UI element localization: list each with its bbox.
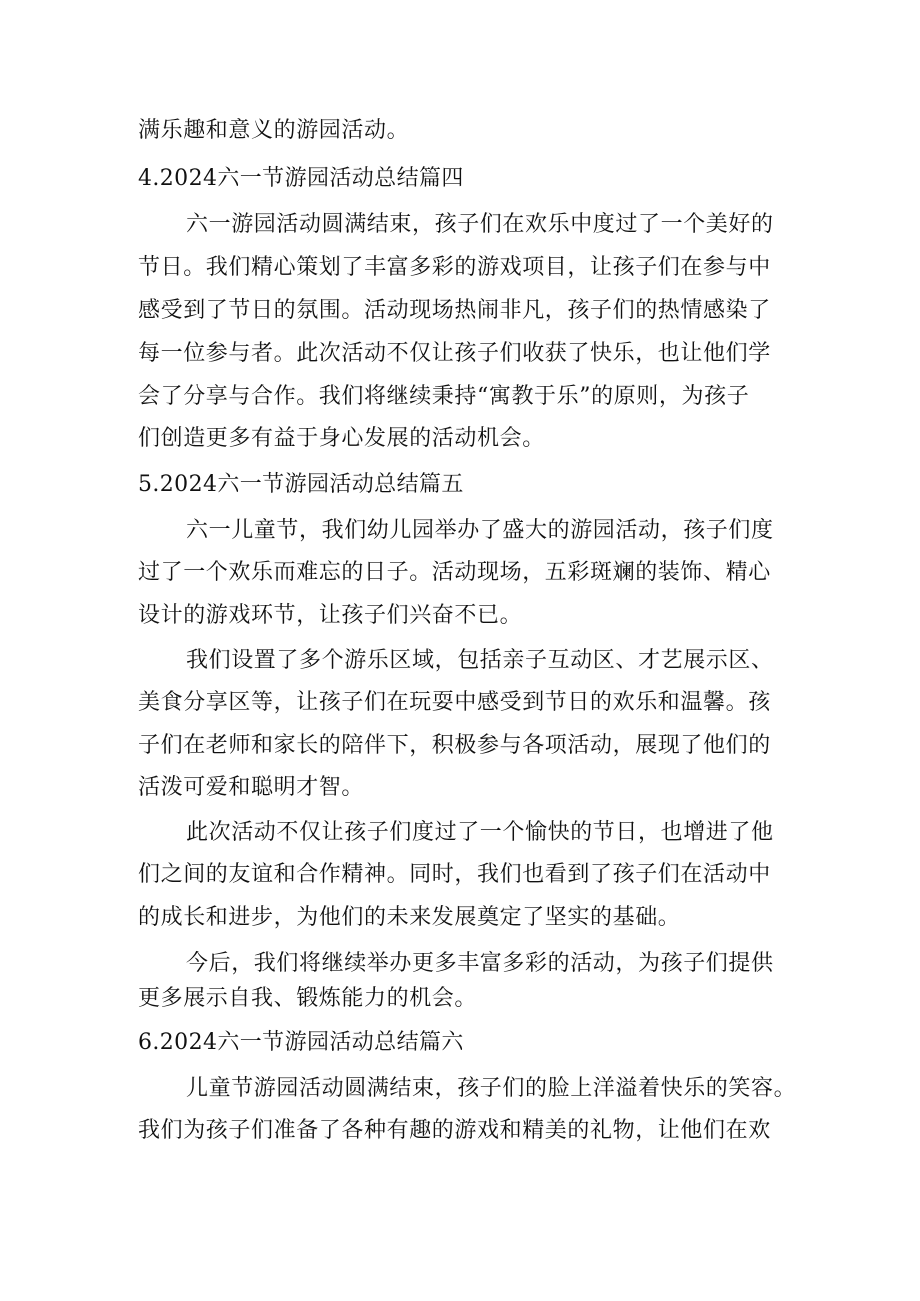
paragraph-line: 设计的游戏环节，让孩子们兴奋不已。 xyxy=(138,603,523,628)
paragraph-line: 此次活动不仅让孩子们度过了一个愉快的节日，也增进了他 xyxy=(186,820,774,845)
paragraph-line: 活泼可爱和聪明才智。 xyxy=(138,775,365,800)
section-heading-5: 5.2024六一节游园活动总结篇五 xyxy=(138,472,464,497)
paragraph-line: 们之间的友谊和合作精神。同时，我们也看到了孩子们在活动中 xyxy=(138,862,771,887)
section-heading-4: 4.2024六一节游园活动总结篇四 xyxy=(138,166,464,191)
paragraph-line: 更多展示自我、锻炼能力的机会。 xyxy=(138,986,478,1011)
paragraph-line: 节日。我们精心策划了丰富多彩的游戏项目，让孩子们在参与中 xyxy=(138,255,771,280)
paragraph-line: 六一游园活动圆满结束，孩子们在欢乐中度过了一个美好的 xyxy=(186,212,774,237)
paragraph-line: 过了一个欢乐而难忘的日子。活动现场，五彩斑斓的装饰、精心 xyxy=(138,560,771,585)
paragraph-line: 美食分享区等，让孩子们在玩耍中感受到节日的欢乐和温馨。孩 xyxy=(138,690,771,715)
paragraph-line: 今后，我们将继续举办更多丰富多彩的活动，为孩子们提供 xyxy=(186,951,774,976)
paragraph-line: 会了分享与合作。我们将继续秉持“寓教于乐”的原则，为孩子 xyxy=(138,384,750,409)
paragraph-line: 的成长和进步，为他们的未来发展奠定了坚实的基础。 xyxy=(138,905,681,930)
paragraph-line: 感受到了节日的氛围。活动现场热闹非凡，孩子们的热情感染了 xyxy=(138,298,771,323)
paragraph-line: 子们在老师和家长的陪伴下，积极参与各项活动，展现了他们的 xyxy=(138,733,771,758)
section-heading-6: 6.2024六一节游园活动总结篇六 xyxy=(138,1030,464,1055)
paragraph-line: 六一儿童节，我们幼儿园举办了盛大的游园活动，孩子们度 xyxy=(186,518,774,543)
paragraph-line: 们创造更多有益于身心发展的活动机会。 xyxy=(138,426,545,451)
paragraph-line: 每一位参与者。此次活动不仅让孩子们收获了快乐，也让他们学 xyxy=(138,341,771,366)
paragraph-line: 我们为孩子们准备了各种有趣的游戏和精美的礼物，让他们在欢 xyxy=(138,1118,771,1143)
paragraph-line: 我们设置了多个游乐区域，包括亲子互动区、才艺展示区、 xyxy=(186,648,774,673)
paragraph-line: 儿童节游园活动圆满结束，孩子们的脸上洋溢着快乐的笑容。 xyxy=(186,1076,797,1101)
paragraph-line: 满乐趣和意义的游园活动。 xyxy=(138,118,410,143)
